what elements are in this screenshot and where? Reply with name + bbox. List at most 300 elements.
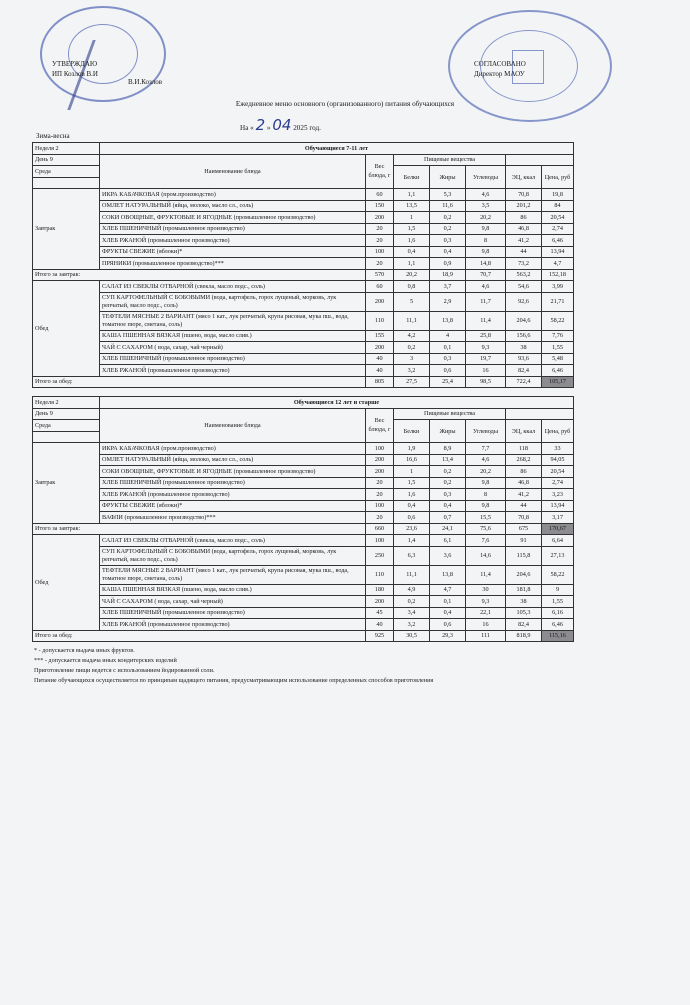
approved-label: УТВЕРЖДАЮ [52,60,98,68]
dish-value: 20,2 [466,212,506,224]
dish-value: 25,8 [466,330,506,342]
dish-name: ХЛЕБ РЖАНОЙ (промышленное производство) [100,619,366,631]
total-label: Итого за обед: [33,630,366,642]
menu-item-row [33,546,574,565]
dish-value: 2,74 [542,223,574,235]
col-header-protein: Белки [394,420,430,443]
day-row [33,408,574,420]
menu-item-row [33,200,574,212]
dish-value: 7,76 [542,330,574,342]
menu-table-12-plus [32,396,574,642]
week-row [33,143,574,155]
total-value: 152,18 [542,269,574,281]
dish-value: 115,8 [506,546,542,565]
dish-value: 13,4 [430,454,466,466]
dish-value: 0,4 [394,246,430,258]
meal-label: Завтрак [33,189,100,270]
dish-value: 58,22 [542,311,574,330]
total-value: 30,5 [394,630,430,642]
dish-value: 2,9 [430,292,466,311]
meal-label: Завтрак [33,443,100,524]
menu-item-row [33,292,574,311]
total-value: 70,7 [466,269,506,281]
dish-value: 1,55 [542,342,574,354]
dish-value: 11,4 [466,311,506,330]
dish-value: 4,6 [466,189,506,201]
dish-name: ОМЛЕТ НАТУРАЛЬНЫЙ (яйца, молоко, масло сл., соль) [100,200,366,212]
footnote: *** - допускается выдача иных кондитерских изделий [34,657,177,664]
dish-value: 11,1 [394,565,430,584]
dish-value: 0,3 [430,353,466,365]
dish-value: 0,2 [430,466,466,478]
dish-value: 4,9 [394,584,430,596]
menu-item-row [33,281,574,293]
total-value: 25,4 [430,376,466,388]
col-header-price: Цена, руб [542,420,574,443]
dish-value: 46,8 [506,477,542,489]
total-value: 18,9 [430,269,466,281]
handwritten-day: 2 [255,116,266,134]
col-header-name: Наименование блюда [100,408,366,443]
dish-name: ХЛЕБ РЖАНОЙ (промышленное производство) [100,489,366,501]
footnote: * - допускается выдача иных фруктов. [34,647,135,654]
col-header-carbs: Углеводы [466,420,506,443]
meal-label: Обед [33,535,100,631]
menu-item-row [33,342,574,354]
dish-value: 5,48 [542,353,574,365]
dish-value: 11,7 [466,292,506,311]
dish-value: 45 [366,607,394,619]
total-value: 722,4 [506,376,542,388]
dish-value: 200 [366,292,394,311]
dish-value: 8 [466,235,506,247]
dish-value: 20,54 [542,466,574,478]
dish-value: 1,6 [394,235,430,247]
dish-value: 13,94 [542,500,574,512]
dish-value: 0,4 [430,607,466,619]
dish-value: 20,54 [542,212,574,224]
dish-value: 180 [366,584,394,596]
total-value: 660 [366,523,394,535]
day-label: День 9 [33,154,100,166]
dish-value: 0,6 [430,619,466,631]
dish-value: 200 [366,454,394,466]
dish-value: 4,7 [430,584,466,596]
total-value: 23,6 [394,523,430,535]
dish-value: 3,7 [430,281,466,293]
menu-item-row [33,235,574,247]
dish-value: 21,71 [542,292,574,311]
dish-value: 204,6 [506,565,542,584]
total-value: 105,17 [542,376,574,388]
dish-value: 6,46 [542,365,574,377]
dish-value: 9,8 [466,477,506,489]
dish-value: 7,7 [466,443,506,455]
dish-value: 1,4 [394,535,430,547]
dish-value: 268,2 [506,454,542,466]
page-title: Ежедневное меню основного (организованного) питания обучающихся [235,100,455,108]
menu-item-row [33,596,574,608]
dish-value: 46,8 [506,223,542,235]
menu-item-row [33,365,574,377]
total-row [33,376,574,388]
dish-value: 4,2 [394,330,430,342]
week-label: Неделя 2 [33,143,100,155]
blank-cell [506,408,574,420]
dish-value: 3,6 [430,546,466,565]
dish-value: 15,5 [466,512,506,524]
dish-value: 1,5 [394,477,430,489]
menu-item-row [33,565,574,584]
dish-name: ОМЛЕТ НАТУРАЛЬНЫЙ (яйца, молоко, масло сл., соль) [100,454,366,466]
menu-item-row [33,246,574,258]
total-value: 115,16 [542,630,574,642]
dish-value: 14,8 [466,258,506,270]
dish-value: 9,3 [466,596,506,608]
dish-value: 60 [366,281,394,293]
dish-value: 5,3 [430,189,466,201]
total-value: 563,2 [506,269,542,281]
total-value: 29,3 [430,630,466,642]
menu-item-row [33,443,574,455]
menu-item-row [33,353,574,365]
dish-value: 58,22 [542,565,574,584]
week-row [33,397,574,409]
dish-value: 9,8 [466,246,506,258]
dish-value: 0,3 [430,489,466,501]
menu-item-row [33,500,574,512]
dish-value: 33 [542,443,574,455]
dish-value: 40 [366,365,394,377]
handwritten-month: 04 [272,116,292,134]
dish-value: 38 [506,342,542,354]
dish-value: 100 [366,443,394,455]
dish-value: 20,2 [466,466,506,478]
col-header-name: Наименование блюда [100,154,366,189]
dish-value: 11,6 [430,200,466,212]
dish-value: 0,4 [394,500,430,512]
dish-value: 19,8 [542,189,574,201]
dish-value: 110 [366,565,394,584]
agreed-signer: Директор МАОУ [474,70,525,78]
dish-value: 16 [466,365,506,377]
weekday-label: Среда [33,420,100,432]
dish-value: 4,7 [542,258,574,270]
total-value: 20,2 [394,269,430,281]
dish-value: 93,6 [506,353,542,365]
dish-value: 54,6 [506,281,542,293]
menu-item-row [33,258,574,270]
total-value: 24,1 [430,523,466,535]
dish-value: 1,5 [394,223,430,235]
dish-value: 150 [366,200,394,212]
group-title: Обучающиеся 7-11 лет [100,143,574,155]
dish-value: 6,46 [542,235,574,247]
dish-value: 82,4 [506,619,542,631]
dish-value: 105,3 [506,607,542,619]
dish-value: 11,1 [394,311,430,330]
dish-value: 3 [394,353,430,365]
dish-value: 13,94 [542,246,574,258]
menu-item-row [33,466,574,478]
dish-value: 3,2 [394,619,430,631]
dish-value: 20 [366,477,394,489]
dish-value: 0,3 [430,235,466,247]
dish-name: СОКИ ОВОЩНЫЕ, ФРУКТОВЫЕ И ЯГОДНЫЕ (промышленное производство) [100,466,366,478]
dish-value: 100 [366,500,394,512]
dish-name: ИКРА КАБАЧКОВАЯ (пром.производство) [100,443,366,455]
dish-value: 60 [366,189,394,201]
dish-value: 3,5 [466,200,506,212]
dish-name: ИКРА КАБАЧКОВАЯ (пром.производство) [100,189,366,201]
dish-name: ТЕФТЕЛИ МЯСНЫЕ 2 ВАРИАНТ (мясо 1 кат., лук репчатый, крупа рисовая, мука пш., вода, томатное пюре, сметана, соль) [100,311,366,330]
total-label: Итого за завтрак: [33,523,366,535]
dish-value: 4,6 [466,454,506,466]
dish-value: 3,23 [542,489,574,501]
season-label: Зима-весна [36,132,70,140]
dish-value: 6,46 [542,619,574,631]
dish-value: 6,16 [542,607,574,619]
dish-value: 8,9 [430,443,466,455]
col-header-price: Цена, руб [542,166,574,189]
dish-value: 1,1 [394,189,430,201]
total-value: 111 [466,630,506,642]
dish-value: 155 [366,330,394,342]
dish-value: 38 [506,596,542,608]
menu-item-row [33,535,574,547]
dish-value: 8 [466,489,506,501]
dish-value: 0,1 [430,596,466,608]
dish-value: 3,17 [542,512,574,524]
total-value: 570 [366,269,394,281]
total-value: 818,9 [506,630,542,642]
dish-value: 0,6 [430,365,466,377]
dish-value: 14,6 [466,546,506,565]
footnote: Приготовление пищи ведется с использованием йодированной соли. [34,667,215,674]
dish-value: 44 [506,246,542,258]
group-title: Обучающиеся 12 лет и старше [100,397,574,409]
dish-value: 44 [506,500,542,512]
total-row [33,269,574,281]
dish-value: 200 [366,342,394,354]
col-header-weight: Вес блюда, г [366,154,394,189]
menu-item-row [33,330,574,342]
week-label: Неделя 2 [33,397,100,409]
dish-value: 0,4 [430,246,466,258]
col-header-kcal: ЭЦ, ккал [506,420,542,443]
dish-value: 20 [366,235,394,247]
total-row [33,523,574,535]
dish-value: 11,4 [466,565,506,584]
dish-value: 73,2 [506,258,542,270]
dish-value: 13,8 [430,565,466,584]
dish-value: 204,6 [506,311,542,330]
total-value: 675 [506,523,542,535]
footnotes [34,646,433,686]
total-value: 805 [366,376,394,388]
footnote: Питание обучающихся осуществляется по принципам щадящего питания, предусматривающим использование определенных способов приготовления [34,677,434,684]
dish-name: ТЕФТЕЛИ МЯСНЫЕ 2 ВАРИАНТ (мясо 1 кат., лук репчатый, крупа рисовая, мука пш., вода, томатное пюре, сметана, соль) [100,565,366,584]
dish-value: 6,3 [394,546,430,565]
dish-value: 9,3 [466,342,506,354]
weekday-label: Среда [33,166,100,178]
dish-value: 9,8 [466,223,506,235]
dish-value: 3,99 [542,281,574,293]
dish-value: 0,2 [394,596,430,608]
dish-value: 250 [366,546,394,565]
dish-value: 70,8 [506,189,542,201]
dish-name: ЧАЙ С САХАРОМ ( вода, сахар, чай черный) [100,342,366,354]
dish-value: 1,1 [394,258,430,270]
dish-value: 6,1 [430,535,466,547]
dish-value: 92,6 [506,292,542,311]
dish-name: СОКИ ОВОЩНЫЕ, ФРУКТОВЫЕ И ЯГОДНЫЕ (промышленное производство) [100,212,366,224]
total-value: 98,5 [466,376,506,388]
dish-name: КАША ПШЕННАЯ ВЯЗКАЯ (пшено, вода, масло слив.) [100,330,366,342]
menu-item-row [33,454,574,466]
menu-item-row [33,512,574,524]
dish-value: 156,6 [506,330,542,342]
dish-value: 0,2 [394,342,430,354]
dish-value: 1,6 [394,489,430,501]
dish-name: СУП КАРТОФЕЛЬНЫЙ С БОБОВЫМИ (вода, картофель, горох лущеный, морковь, лук репчатый, масло подс., соль) [100,292,366,311]
agreed-label: СОГЛАСОВАНО [474,60,526,68]
dish-value: 94,05 [542,454,574,466]
dish-value: 100 [366,246,394,258]
dish-value: 9,8 [466,500,506,512]
dish-value: 0,2 [430,223,466,235]
dish-value: 20 [366,258,394,270]
col-header-kcal: ЭЦ, ккал [506,166,542,189]
blank-cell [33,431,100,443]
menu-item-row [33,477,574,489]
dish-value: 200 [366,466,394,478]
dish-value: 4 [430,330,466,342]
dish-value: 84 [542,200,574,212]
col-header-protein: Белки [394,166,430,189]
dish-value: 70,8 [506,512,542,524]
dish-value: 2,74 [542,477,574,489]
dish-value: 0,4 [430,500,466,512]
total-label: Итого за обед: [33,376,366,388]
dish-value: 181,8 [506,584,542,596]
dish-name: СУП КАРТОФЕЛЬНЫЙ С БОБОВЫМИ (вода, картофель, горох лущеный, морковь, лук репчатый, масло подс., соль) [100,546,366,565]
menu-item-row [33,311,574,330]
dish-name: ЧАЙ С САХАРОМ ( вода, сахар, чай черный) [100,596,366,608]
col-header-fat: Жиры [430,166,466,189]
dish-value: 0,2 [430,212,466,224]
dish-value: 118 [506,443,542,455]
dish-value: 0,2 [430,477,466,489]
dish-value: 1,9 [394,443,430,455]
dish-name: ХЛЕБ ПШЕНИЧНЫЙ (промышленное производство) [100,223,366,235]
dish-value: 7,6 [466,535,506,547]
day-label: День 9 [33,408,100,420]
col-header-nutrients: Пищевые вещества [394,408,506,420]
dish-name: ФРУКТЫ СВЕЖИЕ (яблоки)* [100,500,366,512]
dish-value: 91 [506,535,542,547]
dish-value: 20 [366,512,394,524]
total-value: 27,5 [394,376,430,388]
dish-value: 20 [366,223,394,235]
total-value: 170,67 [542,523,574,535]
date-line: На « 2 » 04 2025 год. [240,116,321,134]
total-value: 75,6 [466,523,506,535]
dish-value: 0,6 [394,512,430,524]
dish-value: 86 [506,466,542,478]
menu-table-7-11 [32,142,574,388]
approved-signer: ИП Козлов В.И [52,70,98,78]
dish-value: 22,1 [466,607,506,619]
dish-value: 40 [366,353,394,365]
dish-value: 20 [366,489,394,501]
dish-value: 13,8 [430,311,466,330]
day-row [33,154,574,166]
dish-value: 200 [366,596,394,608]
dish-value: 1 [394,212,430,224]
menu-item-row [33,489,574,501]
col-header-nutrients: Пищевые вещества [394,154,506,166]
col-header-weight: Вес блюда, г [366,408,394,443]
dish-name: ХЛЕБ РЖАНОЙ (промышленное производство) [100,235,366,247]
dish-value: 1 [394,466,430,478]
dish-value: 0,1 [430,342,466,354]
dish-value: 16,6 [394,454,430,466]
dish-value: 40 [366,619,394,631]
dish-value: 0,7 [430,512,466,524]
meal-label: Обед [33,281,100,377]
total-row [33,630,574,642]
dish-name: КАША ПШЕННАЯ ВЯЗКАЯ (пшено, вода, масло слив.) [100,584,366,596]
dish-value: 86 [506,212,542,224]
dish-value: 0,9 [430,258,466,270]
dish-name: ХЛЕБ ПШЕНИЧНЫЙ (промышленное производство) [100,607,366,619]
dish-value: 100 [366,535,394,547]
dish-name: САЛАТ ИЗ СВЕКЛЫ ОТВАРНОЙ (свекла, масло подс., соль) [100,281,366,293]
dish-value: 3,2 [394,365,430,377]
dish-value: 110 [366,311,394,330]
menu-item-row [33,584,574,596]
menu-item-row [33,223,574,235]
menu-item-row [33,212,574,224]
dish-value: 0,8 [394,281,430,293]
menu-item-row [33,607,574,619]
dish-name: ХЛЕБ РЖАНОЙ (промышленное производство) [100,365,366,377]
blank-cell [33,177,100,189]
dish-value: 1,55 [542,596,574,608]
dish-value: 41,2 [506,489,542,501]
dish-value: 41,2 [506,235,542,247]
col-header-carbs: Углеводы [466,166,506,189]
approved-name: В.И.Козлов [128,78,163,86]
dish-name: ПРЯНИКИ (промышленное производство)*** [100,258,366,270]
dish-value: 5 [394,292,430,311]
dish-name: ХЛЕБ ПШЕНИЧНЫЙ (промышленное производство) [100,353,366,365]
dish-value: 27,13 [542,546,574,565]
menu-item-row [33,189,574,201]
total-value: 925 [366,630,394,642]
dish-name: ВАФЛИ (промышленное производство)*** [100,512,366,524]
dish-name: ХЛЕБ ПШЕНИЧНЫЙ (промышленное производство) [100,477,366,489]
dish-value: 30 [466,584,506,596]
dish-value: 3,4 [394,607,430,619]
menu-item-row [33,619,574,631]
dish-value: 82,4 [506,365,542,377]
dish-value: 200 [366,212,394,224]
dish-value: 6,64 [542,535,574,547]
dish-value: 201,2 [506,200,542,212]
dish-value: 9 [542,584,574,596]
